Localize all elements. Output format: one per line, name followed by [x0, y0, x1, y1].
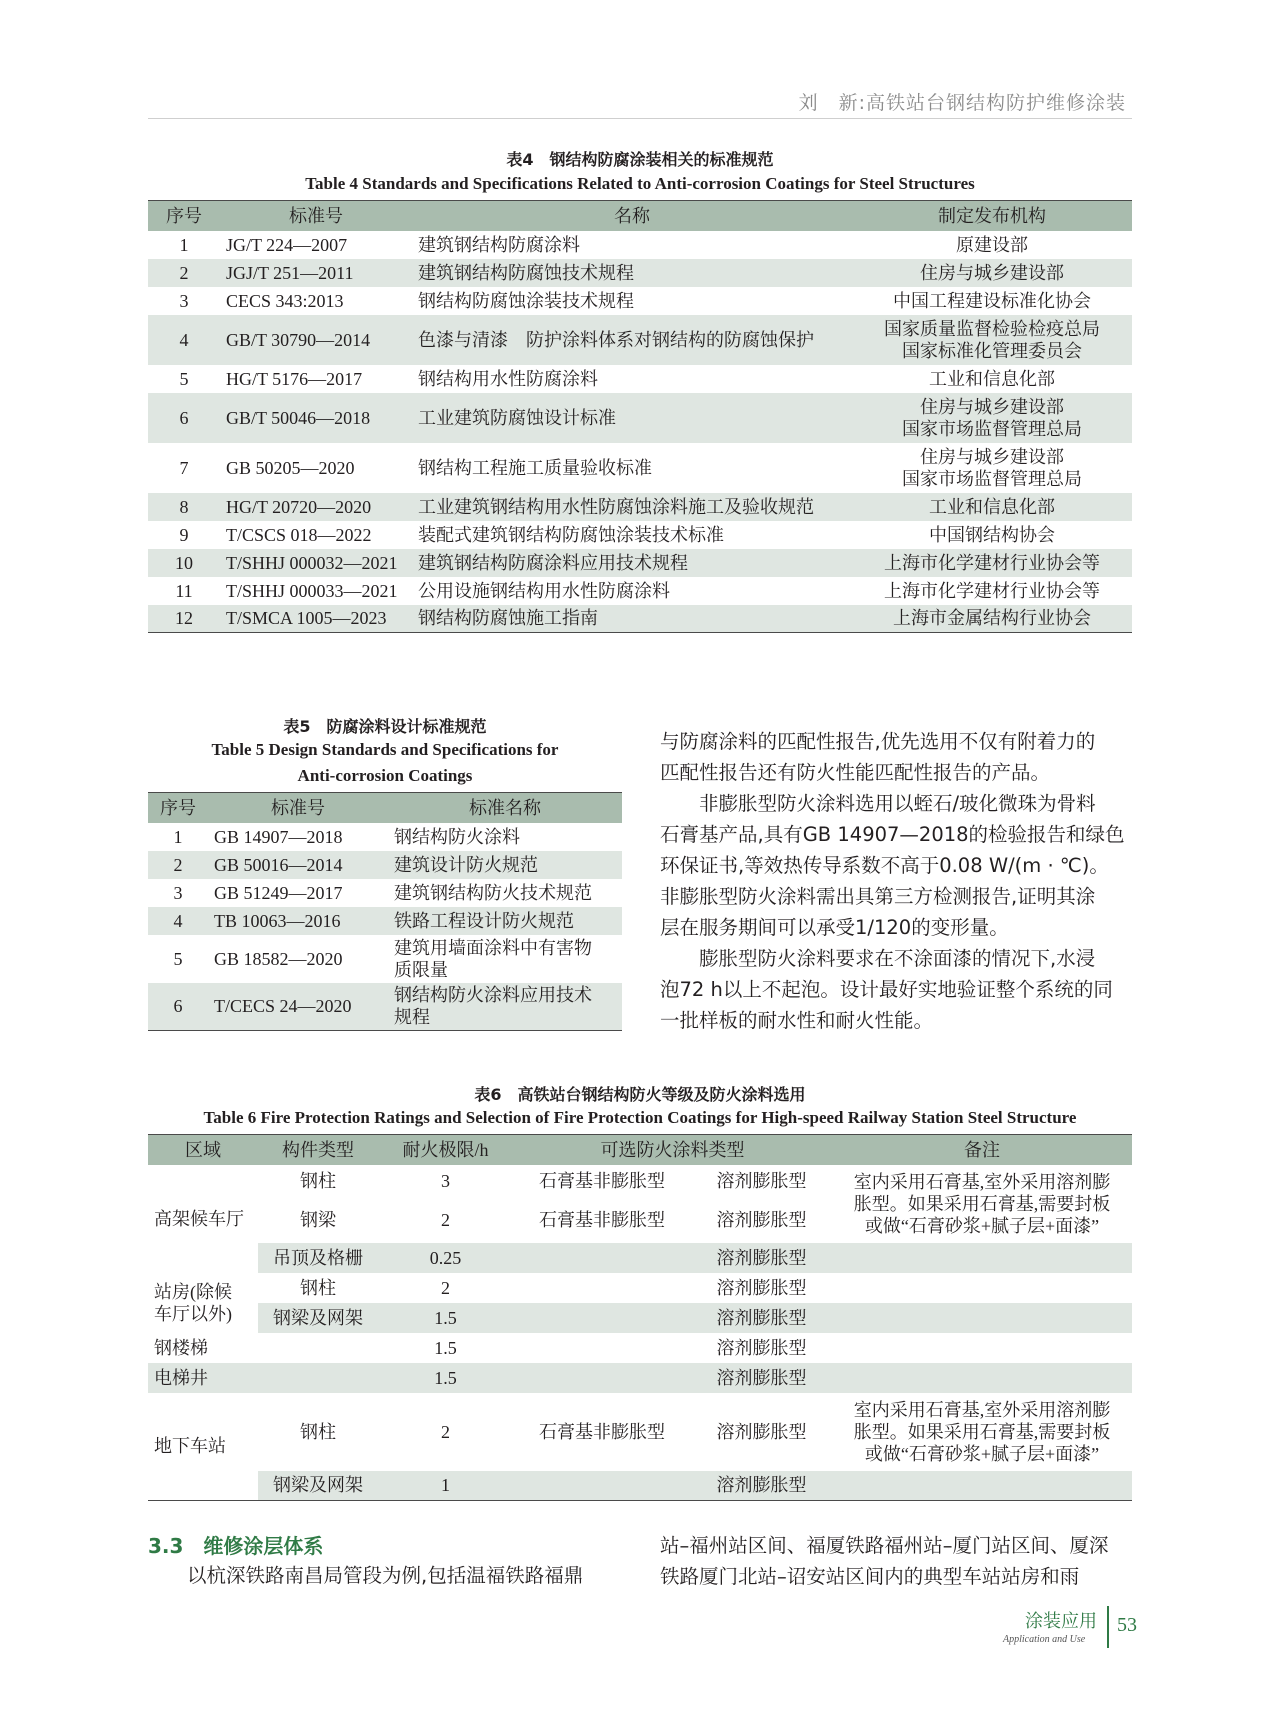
table4-caption-cn: 表4 钢结构防腐涂装相关的标准规范: [506, 150, 774, 169]
issuing-org-line: 国家市场监督管理总局: [902, 468, 1082, 489]
empty-cell: [832, 1303, 1132, 1333]
table5-col-no: 序号: [148, 793, 208, 823]
empty-cell: [513, 1363, 691, 1393]
table6-header-row: [148, 1135, 1132, 1165]
standard-name: [388, 823, 622, 851]
standard-name: 钢结构工程施工质量验收标准: [418, 457, 652, 478]
issuing-org-line: 国家市场监督管理总局: [902, 418, 1082, 439]
rating-cell: 1.5: [434, 1337, 457, 1358]
issuing-org-line: 上海市化学建材行业协会等: [884, 580, 1100, 601]
issuing-org-line: 住房与城乡建设部: [920, 396, 1064, 417]
row-number: 10: [148, 549, 220, 577]
area-cell: 钢楼梯: [154, 1337, 208, 1358]
table-row: [148, 1471, 1132, 1501]
table-row: [148, 577, 1132, 605]
issuing-org-line: 住房与城乡建设部: [920, 446, 1064, 467]
note-line: 胀型。如果采用石膏基,需要封板: [853, 1193, 1111, 1214]
member-cell: 钢柱: [300, 1277, 336, 1298]
paragraph-line: 一批样板的耐水性和耐火性能。: [660, 1009, 934, 1032]
bottom-left-text: 以杭深铁路南昌局管段为例,包括温福铁路福鼎: [148, 1564, 584, 1587]
row-number: 11: [175, 580, 193, 601]
table-row: [148, 1243, 1132, 1273]
table5: [148, 792, 622, 1031]
note-cell: [832, 1165, 1132, 1243]
standard-code: HG/T 5176—2017: [226, 368, 363, 389]
rating-cell: 3: [441, 1170, 450, 1191]
member-cell: 吊顶及格栅: [258, 1243, 378, 1273]
paragraph-line: 环保证书,等效热传导系数不高于0.08 W/(m · ℃)。: [660, 854, 1109, 877]
table6-col-coating: 可选防火涂料类型: [513, 1135, 832, 1165]
coating-cell: 溶剂膨胀型: [716, 1337, 807, 1358]
issuing-org: [852, 287, 1132, 315]
standard-name: 建筑钢结构防腐涂料应用技术规程: [412, 549, 852, 577]
standard-name: 工业建筑钢结构用水性防腐蚀涂料施工及验收规范: [412, 493, 852, 521]
bottom-right-text-2: 铁路厦门北站–诏安站区间内的典型车站站房和雨: [660, 1565, 1080, 1588]
paragraph-line: 层在服务期间可以承受1/120的变形量。: [660, 916, 1009, 939]
coating-cell: 溶剂膨胀型: [691, 1471, 832, 1501]
row-number: 3: [173, 882, 183, 903]
standard-name-line: 规程: [394, 1007, 430, 1028]
standard-code: JGJ/T 251—2011: [220, 259, 412, 287]
table4-header-row: [148, 201, 1132, 231]
coating-cell: 溶剂膨胀型: [716, 1277, 807, 1298]
table-row: [148, 983, 622, 1031]
empty-cell: [832, 1243, 1132, 1273]
page-number: 53: [1117, 1614, 1137, 1636]
row-number: 9: [179, 524, 189, 545]
standard-name-line: 铁路工程设计防火规范: [394, 910, 574, 931]
table6-col-rating: 耐火极限/h: [378, 1135, 513, 1165]
journal-name-cn: 涂装应用: [1025, 1611, 1097, 1632]
table-row: [148, 1303, 1132, 1333]
table4-col-code: 标准号: [220, 201, 412, 231]
table6-col-note: 备注: [832, 1135, 1132, 1165]
table-row: [148, 493, 1132, 521]
right-column-text: [660, 726, 1140, 1036]
standard-name: [388, 935, 622, 983]
row-number: 1: [179, 234, 189, 255]
standard-code: T/CSCS 018—2022: [226, 524, 372, 545]
row-number: 12: [148, 605, 220, 633]
table5-col-name: 标准名称: [388, 793, 622, 823]
table4-col-name: 名称: [412, 201, 852, 231]
empty-cell: [832, 1471, 1132, 1501]
standard-code: GB 14907—2018: [214, 826, 343, 847]
row-number: 1: [173, 826, 183, 847]
table-row: [148, 1393, 1132, 1471]
table-row: [148, 823, 622, 851]
standard-code: T/CECS 24—2020: [208, 983, 388, 1031]
row-number: 3: [179, 290, 189, 311]
row-number: 5: [179, 368, 189, 389]
running-header: [148, 88, 1132, 119]
standard-name: 建筑钢结构防腐蚀技术规程: [412, 259, 852, 287]
standard-code: T/SHHJ 000032—2021: [220, 549, 412, 577]
area-line: 站房(除候: [154, 1281, 232, 1302]
table-row: [148, 1333, 1132, 1363]
note-cell: [832, 1393, 1132, 1471]
empty-cell: [513, 1471, 691, 1501]
paragraph-line: 膨胀型防火涂料要求在不涂面漆的情况下,水浸: [660, 947, 1096, 970]
issuing-org-line: 原建设部: [956, 234, 1028, 255]
section-heading: 3.3 维修涂层体系: [148, 1534, 324, 1558]
row-number: 7: [179, 457, 189, 478]
member-cell: 钢梁及网架: [258, 1303, 378, 1333]
coating-cell: 石膏基非膨胀型: [539, 1170, 665, 1191]
paragraph-line: 与防腐涂料的匹配性报告,优先选用不仅有附着力的: [660, 730, 1096, 753]
standard-name-line: 建筑钢结构防火技术规范: [394, 882, 592, 903]
rating-cell: 1.5: [378, 1363, 513, 1393]
journal-name-en: Application and Use: [1003, 1634, 1086, 1645]
empty-cell: [513, 1273, 691, 1303]
issuing-org-line: 中国钢结构协会: [929, 524, 1055, 545]
note-line: 胀型。如果采用石膏基,需要封板: [853, 1421, 1111, 1442]
coating-cell: 溶剂膨胀型: [691, 1243, 832, 1273]
standard-code: CECS 343:2013: [226, 290, 344, 311]
note-line: 室内采用石膏基,室外采用溶剂膨: [853, 1171, 1111, 1192]
row-number: 6: [148, 393, 220, 443]
table5-caption-cn: 表5 防腐涂料设计标准规范: [283, 717, 487, 736]
standard-code: JG/T 224—2007: [226, 234, 348, 255]
coating-cell: 溶剂膨胀型: [691, 1303, 832, 1333]
issuing-org: [852, 259, 1132, 287]
standard-name: [388, 879, 622, 907]
standard-name-line: 建筑用墙面涂料中有害物: [394, 937, 592, 958]
issuing-org: [852, 549, 1132, 577]
row-number: 4: [148, 315, 220, 365]
standard-name: 色漆与清漆 防护涂料体系对钢结构的防腐蚀保护: [412, 315, 852, 365]
coating-cell: 石膏基非膨胀型: [539, 1421, 665, 1442]
table-row: [148, 1165, 1132, 1197]
standard-name: [388, 907, 622, 935]
table4: [148, 200, 1132, 633]
issuing-org-line: 国家质量监督检验检疫总局: [884, 318, 1100, 339]
standard-name: 装配式建筑钢结构防腐蚀涂装技术标准: [418, 524, 724, 545]
standard-name-line: 质限量: [394, 959, 448, 980]
table-row: [148, 605, 1132, 633]
table4-caption-en: Table 4 Standards and Specifications Related to Anti-corrosion Coatings for Steel Structures: [305, 174, 975, 193]
empty-cell: [513, 1333, 691, 1363]
paragraph-line: 泡72 h以上不起泡。设计最好实地验证整个系统的同: [660, 978, 1113, 1001]
area-cell: 电梯井: [148, 1363, 258, 1393]
row-number: 4: [148, 907, 208, 935]
table4-col-no: 序号: [148, 201, 220, 231]
area-cell: 高架候车厅: [154, 1208, 244, 1229]
coating-cell: 溶剂膨胀型: [716, 1421, 807, 1442]
standard-code: GB/T 30790—2014: [220, 315, 412, 365]
table-row: [148, 907, 622, 935]
table6: [148, 1134, 1132, 1501]
paragraph-line: 匹配性报告还有防火性能匹配性报告的产品。: [660, 761, 1051, 784]
standard-name: 工业建筑防腐蚀设计标准: [412, 393, 852, 443]
standard-code: GB 18582—2020: [214, 948, 343, 969]
table-row: [148, 287, 1132, 315]
note-line: 或做“石膏砂浆+腻子层+面漆”: [864, 1215, 1100, 1236]
paragraph-line: 非膨胀型防火涂料需出具第三方检测报告,证明其涂: [660, 885, 1096, 908]
issuing-org: [852, 365, 1132, 393]
table5-header-row: [148, 793, 622, 823]
table4-col-org: 制定发布机构: [852, 201, 1132, 231]
member-cell: 钢柱: [300, 1421, 336, 1442]
rating-cell: 2: [441, 1209, 450, 1230]
running-title: 刘 新:高铁站台钢结构防护维修涂装: [798, 92, 1126, 114]
table-row: [148, 1363, 1132, 1393]
bottom-right-text-1: 站–福州站区间、福厦铁路福州站–厦门站区间、厦深: [660, 1534, 1109, 1557]
paragraph-line: 非膨胀型防火涂料选用以蛭石/玻化微珠为骨料: [660, 792, 1096, 815]
table-row: [148, 1273, 1132, 1303]
issuing-org: [852, 393, 1132, 443]
coating-cell: 石膏基非膨胀型: [539, 1209, 665, 1230]
area-cell: 地下车站: [154, 1436, 226, 1457]
standard-code: GB 50205—2020: [226, 457, 355, 478]
footer-divider: [1107, 1606, 1109, 1648]
rating-cell: 0.25: [378, 1243, 513, 1273]
table5-caption-en-1: Table 5 Design Standards and Specifications for: [211, 740, 559, 759]
standard-name: [388, 983, 622, 1031]
standard-code: GB 50016—2014: [208, 851, 388, 879]
standard-name-line: 建筑设计防火规范: [394, 854, 538, 875]
empty-cell: [258, 1333, 378, 1363]
issuing-org: [852, 521, 1132, 549]
standard-name: 建筑钢结构防腐涂料: [418, 234, 580, 255]
empty-cell: [832, 1333, 1132, 1363]
area-cell: [148, 1273, 258, 1333]
empty-cell: [832, 1273, 1132, 1303]
coating-cell: 溶剂膨胀型: [716, 1209, 807, 1230]
issuing-org-line: 工业和信息化部: [929, 368, 1055, 389]
table-row: [148, 315, 1132, 365]
table-row: [148, 365, 1132, 393]
standard-name: [388, 851, 622, 879]
issuing-org-line: 中国工程建设标准化协会: [893, 290, 1091, 311]
table-row: [148, 935, 622, 983]
rating-cell: 1: [378, 1471, 513, 1501]
row-number: 8: [148, 493, 220, 521]
issuing-org-line: 上海市金属结构行业协会: [893, 608, 1091, 629]
coating-cell: 溶剂膨胀型: [716, 1170, 807, 1191]
coating-cell: 溶剂膨胀型: [691, 1363, 832, 1393]
table6-caption-cn: 表6 高铁站台钢结构防火等级及防火涂料选用: [474, 1085, 806, 1104]
row-number: 6: [148, 983, 208, 1031]
table-row: [148, 549, 1132, 577]
table-row: [148, 443, 1132, 493]
paragraph-line: 石膏基产品,具有GB 14907—2018的检验报告和绿色: [660, 823, 1125, 846]
row-number: 5: [173, 948, 183, 969]
table-row: [148, 231, 1132, 259]
table-row: [148, 521, 1132, 549]
standard-name: 钢结构防腐蚀涂装技术规程: [418, 290, 634, 311]
rating-cell: 1.5: [378, 1303, 513, 1333]
table5-col-code: 标准号: [208, 793, 388, 823]
empty-cell: [513, 1303, 691, 1333]
issuing-org-line: 住房与城乡建设部: [920, 262, 1064, 283]
standard-name: 钢结构用水性防腐涂料: [418, 368, 598, 389]
area-line: 车厅以外): [154, 1303, 232, 1324]
member-cell: 钢柱: [300, 1170, 336, 1191]
standard-name-line: 钢结构防火涂料: [394, 826, 520, 847]
issuing-org: [852, 443, 1132, 493]
row-number: 2: [148, 259, 220, 287]
table-row: [148, 879, 622, 907]
issuing-org-line: 国家标准化管理委员会: [902, 340, 1082, 361]
table5-caption-en-2: Anti-corrosion Coatings: [297, 766, 473, 785]
standard-name-line: 钢结构防火涂料应用技术: [394, 985, 592, 1006]
table6-col-area: 区域: [148, 1135, 258, 1165]
member-cell: 钢梁: [300, 1209, 336, 1230]
rating-cell: 2: [441, 1421, 450, 1442]
table-row: [148, 851, 622, 879]
issuing-org: [852, 231, 1132, 259]
standard-code: T/SHHJ 000033—2021: [226, 580, 398, 601]
standard-code: TB 10063—2016: [208, 907, 388, 935]
standard-code: GB/T 50046—2018: [220, 393, 412, 443]
issuing-org: [852, 577, 1132, 605]
issuing-org-line: 上海市化学建材行业协会等: [884, 552, 1100, 573]
empty-cell: [258, 1363, 378, 1393]
member-cell: 钢梁及网架: [258, 1471, 378, 1501]
issuing-org: [852, 493, 1132, 521]
standard-name: 公用设施钢结构用水性防腐涂料: [418, 580, 670, 601]
row-number: 2: [148, 851, 208, 879]
table-row: [148, 259, 1132, 287]
standard-code: HG/T 20720—2020: [220, 493, 412, 521]
standard-name: 钢结构防腐蚀施工指南: [412, 605, 852, 633]
table-row: [148, 393, 1132, 443]
standard-code: GB 51249—2017: [214, 882, 343, 903]
issuing-org-line: 工业和信息化部: [929, 496, 1055, 517]
empty-cell: [832, 1363, 1132, 1393]
standard-code: T/SMCA 1005—2023: [220, 605, 412, 633]
table6-col-member: 构件类型: [258, 1135, 378, 1165]
issuing-org: [852, 315, 1132, 365]
note-line: 或做“石膏砂浆+腻子层+面漆”: [864, 1443, 1100, 1464]
empty-cell: [513, 1243, 691, 1273]
note-line: 室内采用石膏基,室外采用溶剂膨: [853, 1399, 1111, 1420]
issuing-org: [852, 605, 1132, 633]
rating-cell: 2: [441, 1277, 450, 1298]
table6-caption-en: Table 6 Fire Protection Ratings and Selection of Fire Protection Coatings for High-speed Railway Station Steel Structure: [203, 1108, 1077, 1127]
